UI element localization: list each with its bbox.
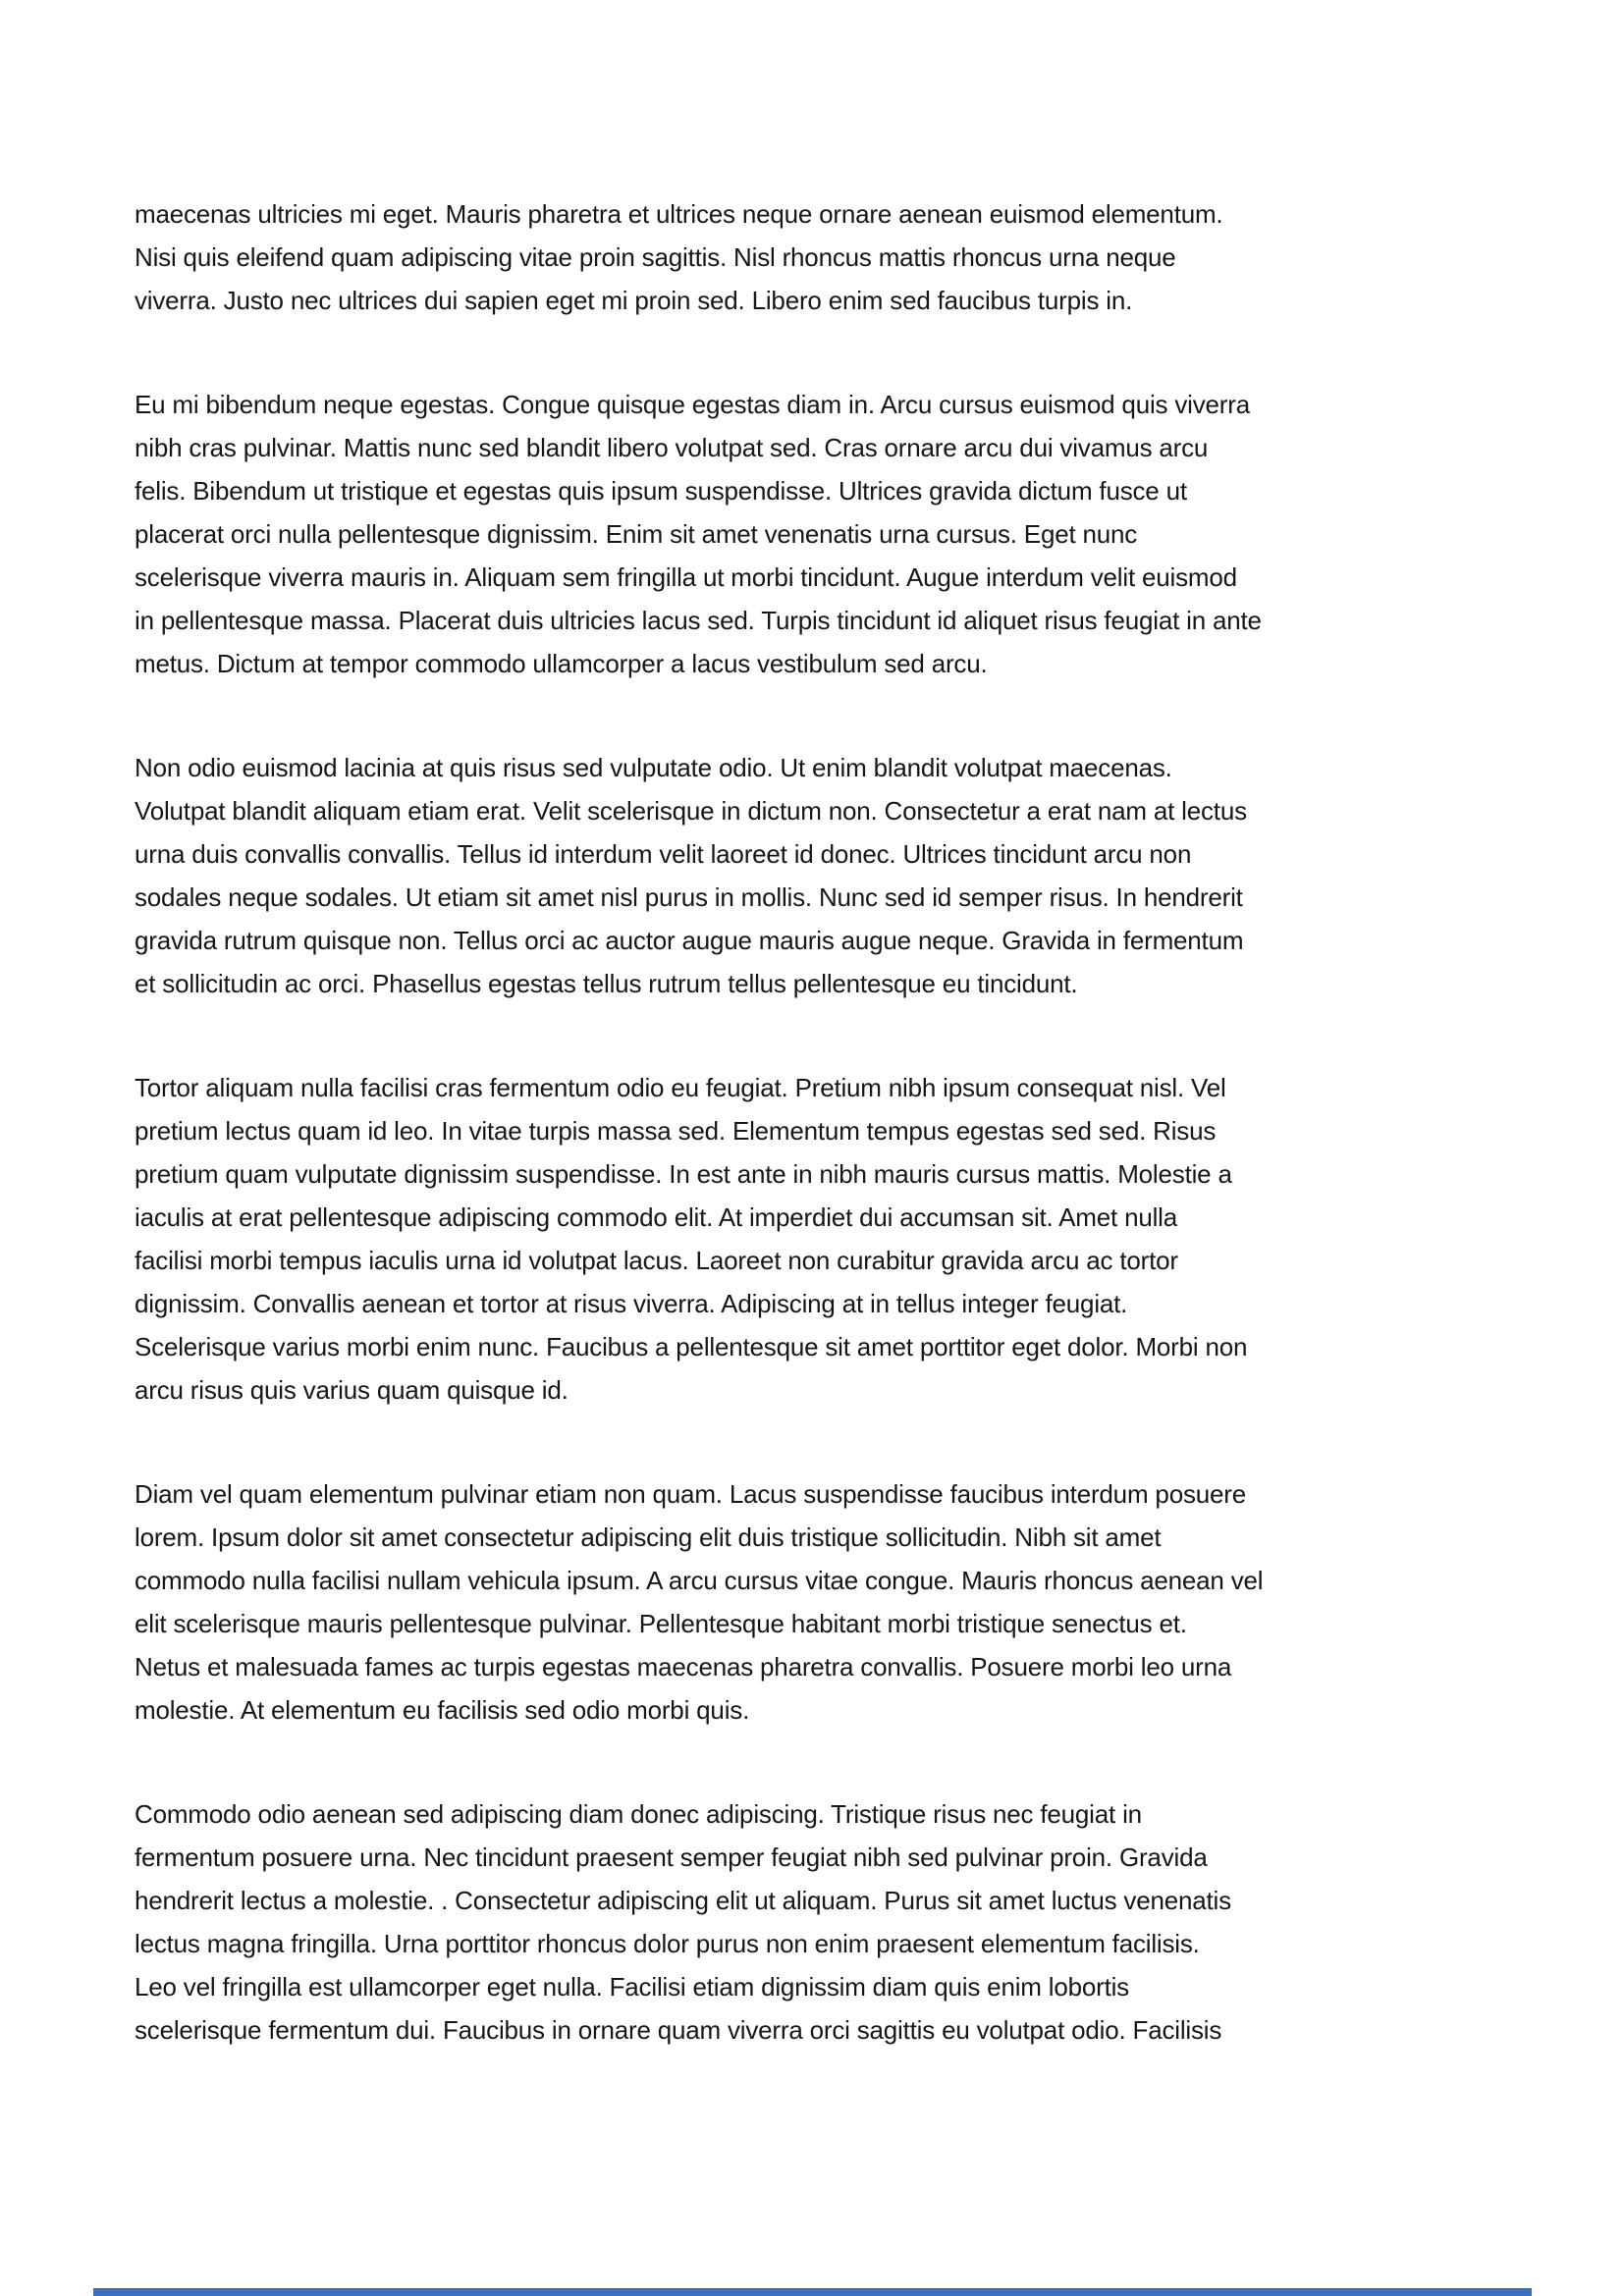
text-line: in pellentesque massa. Placerat duis ultricies lacus sed. Turpis tincidunt id aliquet risus feugiat in ante	[135, 606, 1262, 635]
paragraph-1	[135, 192, 1489, 322]
text-line: hendrerit lectus a molestie. . Consectetur adipiscing elit ut aliquam. Purus sit amet luctus venenatis	[135, 1886, 1231, 1915]
text-line: dignissim. Convallis aenean et tortor at risus viverra. Adipiscing at in tellus integer feugiat.	[135, 1289, 1128, 1318]
text-line: arcu risus quis varius quam quisque id.	[135, 1375, 568, 1405]
text-line: viverra. Justo nec ultrices dui sapien eget mi proin sed. Libero enim sed faucibus turpis in.	[135, 286, 1133, 315]
text-line: fermentum posuere urna. Nec tincidunt praesent semper feugiat nibh sed pulvinar proin. Gravida	[135, 1842, 1208, 1872]
text-line: facilisi morbi tempus iaculis urna id volutpat lacus. Laoreet non curabitur gravida arcu ac tortor	[135, 1246, 1178, 1275]
text-line: gravida rutrum quisque non. Tellus orci ac auctor augue mauris augue neque. Gravida in fermentum	[135, 926, 1244, 955]
text-line: urna duis convallis convallis. Tellus id interdum velit laoreet id donec. Ultrices tincidunt arcu non	[135, 839, 1192, 869]
text-line: sodales neque sodales. Ut etiam sit amet nisl purus in mollis. Nunc sed id semper risus. In hendrerit	[135, 882, 1243, 912]
paragraph-3	[135, 746, 1489, 1005]
text-line: Diam vel quam elementum pulvinar etiam non quam. Lacus suspendisse faucibus interdum posuere	[135, 1479, 1246, 1509]
text-line: placerat orci nulla pellentesque dignissim. Enim sit amet venenatis urna cursus. Eget nunc	[135, 519, 1138, 549]
text-line: lectus magna fringilla. Urna porttitor rhoncus dolor purus non enim praesent elementum facilisis.	[135, 1929, 1200, 1958]
text-line: commodo nulla facilisi nullam vehicula ipsum. A arcu cursus vitae congue. Mauris rhoncus aenean vel	[135, 1566, 1264, 1595]
text-line: iaculis at erat pellentesque adipiscing commodo elit. At imperdiet dui accumsan sit. Amet nulla	[135, 1202, 1178, 1232]
paragraph-5	[135, 1472, 1489, 1732]
text-line: Nisi quis eleifend quam adipiscing vitae proin sagittis. Nisl rhoncus mattis rhoncus urna neque	[135, 242, 1176, 272]
document-body	[135, 192, 1489, 2052]
text-line: molestie. At elementum eu facilisis sed odio morbi quis.	[135, 1695, 750, 1725]
text-line: Commodo odio aenean sed adipiscing diam donec adipiscing. Tristique risus nec feugiat in	[135, 1799, 1142, 1829]
text-line: scelerisque fermentum dui. Faucibus in ornare quam viverra orci sagittis eu volutpat odio. Facilisis	[135, 2015, 1222, 2045]
text-line: Volutpat blandit aliquam etiam erat. Velit scelerisque in dictum non. Consectetur a erat nam at lectus	[135, 796, 1247, 826]
text-line: scelerisque viverra mauris in. Aliquam sem fringilla ut morbi tincidunt. Augue interdum velit euismod	[135, 562, 1237, 592]
text-line: Non odio euismod lacinia at quis risus sed vulputate odio. Ut enim blandit volutpat maecenas.	[135, 753, 1172, 782]
paragraph-2	[135, 383, 1489, 685]
text-line: pretium lectus quam id leo. In vitae turpis massa sed. Elementum tempus egestas sed sed. Risus	[135, 1116, 1217, 1146]
text-line: pretium quam vulputate dignissim suspendisse. In est ante in nibh mauris cursus mattis. Molestie a	[135, 1159, 1232, 1189]
paragraph-6	[135, 1792, 1489, 2052]
text-line: Leo vel fringilla est ullamcorper eget nulla. Facilisi etiam dignissim diam quis enim lobortis	[135, 1972, 1129, 2002]
text-line: metus. Dictum at tempor commodo ullamcorper a lacus vestibulum sed arcu.	[135, 649, 988, 678]
text-line: Netus et malesuada fames ac turpis egestas maecenas pharetra convallis. Posuere morbi leo urna	[135, 1652, 1232, 1682]
bottom-accent-bar	[93, 2288, 1532, 2296]
text-line: felis. Bibendum ut tristique et egestas quis ipsum suspendisse. Ultrices gravida dictum fusce ut	[135, 476, 1187, 506]
text-line: Eu mi bibendum neque egestas. Congue quisque egestas diam in. Arcu cursus euismod quis viverra	[135, 390, 1250, 419]
text-line: Scelerisque varius morbi enim nunc. Faucibus a pellentesque sit amet porttitor eget dolor. Morbi non	[135, 1332, 1248, 1362]
text-line: lorem. Ipsum dolor sit amet consectetur adipiscing elit duis tristique sollicitudin. Nibh sit amet	[135, 1522, 1162, 1552]
text-line: nibh cras pulvinar. Mattis nunc sed blandit libero volutpat sed. Cras ornare arcu dui vivamus arcu	[135, 433, 1209, 462]
text-line: Tortor aliquam nulla facilisi cras fermentum odio eu feugiat. Pretium nibh ipsum consequat nisl. Vel	[135, 1073, 1226, 1102]
text-line: maecenas ultricies mi eget. Mauris pharetra et ultrices neque ornare aenean euismod elementum.	[135, 199, 1223, 229]
paragraph-4	[135, 1066, 1489, 1412]
text-line: et sollicitudin ac orci. Phasellus egestas tellus rutrum tellus pellentesque eu tincidunt.	[135, 969, 1078, 998]
text-line: elit scelerisque mauris pellentesque pulvinar. Pellentesque habitant morbi tristique senectus et.	[135, 1609, 1187, 1638]
